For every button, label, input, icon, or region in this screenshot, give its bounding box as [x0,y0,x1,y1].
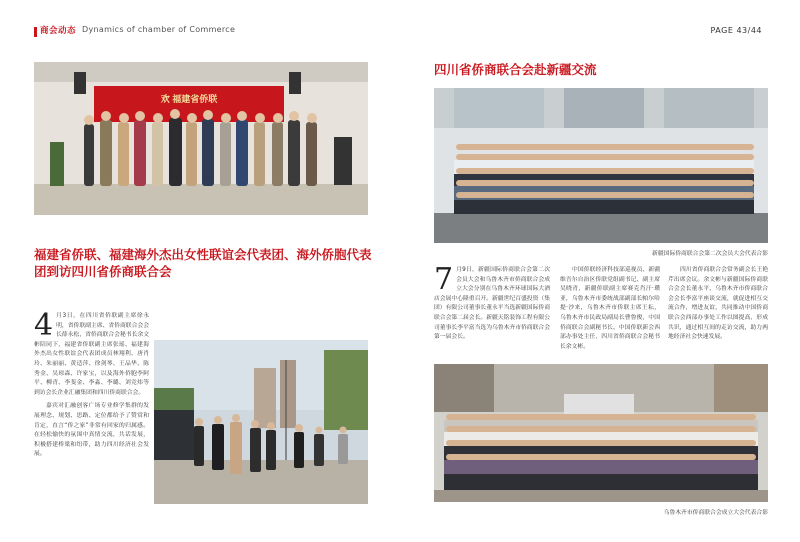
page-label: PAGE [710,26,734,35]
caption-top-right: 新疆国际侨商联合会第二次会员大会代表合影 [652,251,768,257]
section-subtitle-en: Dynamics of chamber of Commerce [82,25,236,34]
article2-title: 四川省侨商联合会赴新疆交流 [434,62,597,77]
article2-column-1-text: 月9日，新疆国际侨商联合会第二次会员大会和乌鲁木齐市侨商联合会成立大会分别在乌鲁木齐环球国际大酒店会展中心隆重召开。新疆世纪百盛投资（集团）有限公司董事长董永平当选新疆国际侨商联合会第二届会长。新疆天铭装饰工程有限公司董事长李平富当选为乌鲁木齐市侨商联合会第一届会长。 [434,267,550,341]
photo-fujian-delegation [34,62,368,215]
photo-xinjiang-assembly [434,88,768,243]
article1-body [34,308,149,460]
page-number: 43/44 [736,26,762,35]
article2-column-3: 四川省侨商联合会常务副会长王艳芹出席会议。余文彬与新疆国际侨商联合会会长董永平、乌鲁木齐市侨商联合会会长李富平座谈交流，就促进相互交流合作，增进友谊，共同推动中国侨商联合会西部办事处工作以图提高，形成共识，通过相互间的走访交流，助力两地经济社会快速发展。 [668,267,768,341]
photo-urumqi-founding [434,364,768,502]
banner-text: 欢 福建省侨联 [160,94,218,104]
page-indicator [710,26,762,35]
article2-column-1 [434,262,550,343]
photo-street-visit [154,340,368,504]
article1-paragraph-2: 嘉宾对汇融创客广场专业修学集群的发展理念、规划、思路、定位都给予了赞赏和肯定，直言“侨之家”非常有回家的归属感。在轻松愉快的氛围中真情交流，共话发展，积极搭建桥梁和纽带，助力四川经济社会发展。 [34,403,149,458]
section-category: 商会动态 [40,26,77,36]
article1-dropcap: 4 [34,308,54,343]
article2-dropcap: 7 [434,262,454,297]
caption-bottom-right: 乌鲁木齐市侨商联合会成立大会代表合影 [663,510,768,516]
header-accent-bar [34,27,37,37]
article1-title: 福建省侨联、福建海外杰出女性联谊会代表团、海外侨胞代表团到访四川省侨商联合会 [34,247,372,279]
article2-column-2: 中国侨联经济科技部巡视员、新疆维吾尔自治区侨联党组副书记、副主席吴晓青，新疆侨联副主席赛克肖汗·瓒亚，乌鲁木齐市委统战部副部长帕尔哈提·沙来，乌鲁木齐市侨联主席王耘，乌鲁木齐市民政局副局长曹鲁俊，中国侨商联合会副秘书长、中国侨联新会西部办事处主任，四川省侨商联合会秘书长余文彬。 [560,267,660,350]
article1-paragraph-1: 月3日，在四川省侨联副主席徐永明，省侨联副主席、省侨商联合会会长薛永松，省侨商联合会秘书长余文彬陪同下，福建省侨联副主席张瑶、福建海外杰出女性联谊会代表团成员林翔利、唐肖玲、朱丽丽、黄适萍、徐剑琴、王品华、陈秀金、吴琼森、许家宝，以及海外侨胞李阿平、柳青、李斐金、李淼、李璐、刘竞炜等到访会长企业汇融集团和四川侨商联合会。 [34,313,149,396]
